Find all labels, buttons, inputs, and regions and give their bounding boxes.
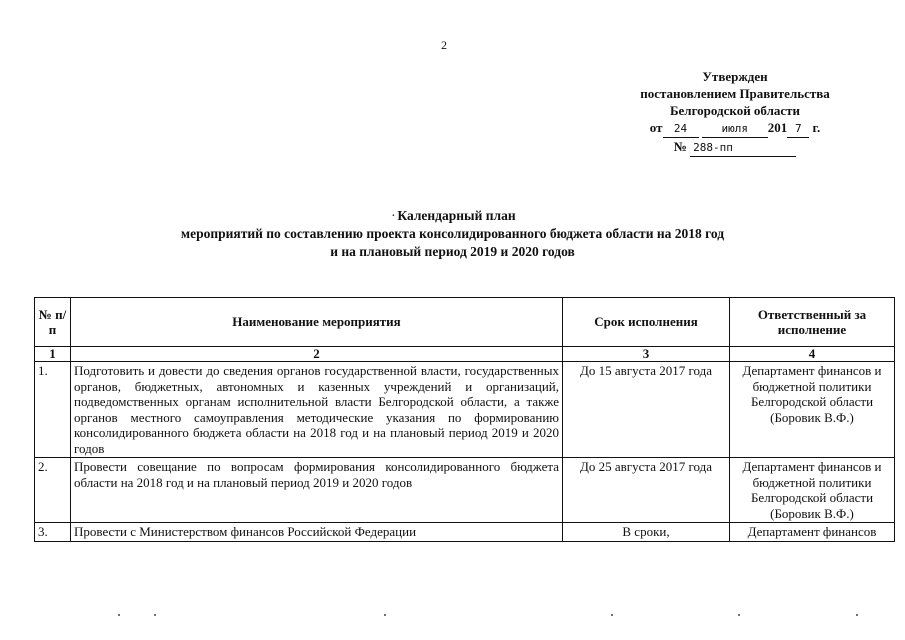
scan-dot [154, 614, 156, 616]
number-prefix: № [673, 139, 687, 154]
header-name: Наименование мероприятия [71, 298, 563, 347]
approval-line1: Утвержден [702, 69, 768, 84]
scan-dot [611, 614, 613, 616]
column-number: 2 [71, 347, 563, 362]
row-activity: Провести совещание по вопросам формирования консолидированного бюджета области на 2018 год и на плановый период 2019 и 2020 годов [71, 458, 563, 523]
approval-line2: постановлением Правительства [640, 86, 830, 101]
header-responsible: Ответственный за исполнение [730, 298, 895, 347]
row-responsible: Департамент финансов и бюджетной политики Белгородской области (Боровик В.Ф.) [730, 458, 895, 523]
row-number: 3. [35, 523, 71, 542]
title-line1: Календарный план [397, 208, 516, 223]
row-term: В сроки, [563, 523, 730, 542]
date-year-prefix: 201 [767, 120, 788, 135]
row-number: 1. [35, 362, 71, 458]
header-number: № п/п [35, 298, 71, 347]
number-value: 288-пп [690, 139, 796, 157]
column-number: 1 [35, 347, 71, 362]
date-year-suffix: 7 [787, 120, 809, 138]
table-row [35, 458, 895, 523]
document-title [0, 207, 905, 261]
date-day: 24 [663, 120, 699, 138]
column-number-row [35, 347, 895, 362]
page-number: 2 [441, 38, 447, 52]
approval-date [600, 119, 870, 138]
row-responsible: Департамент финансов [730, 523, 895, 542]
date-month: июля [702, 120, 768, 138]
row-activity: Подготовить и довести до сведения органов государственной власти, государственных органов, бюджетных, автономных и казенных учреждений и организаций, подведомственных органам исполнительной власти Белгородской области, а также органов местного самоуправления методические указания по формированию консолидированного бюджета области на 2018 год и на плановый период 2019 и 2020 годов [71, 362, 563, 458]
header-term: Срок исполнения [563, 298, 730, 347]
scan-artifacts [0, 614, 905, 624]
scan-dot [384, 614, 386, 616]
row-responsible: Департамент финансов и бюджетной политики Белгородской области (Боровик В.Ф.) [730, 362, 895, 458]
title-line3: и на плановый период 2019 и 2020 годов [330, 244, 575, 259]
stray-mark: · [391, 208, 396, 223]
table-header-row [35, 298, 895, 347]
date-prefix: от [649, 120, 663, 135]
date-suffix: г. [812, 120, 821, 135]
approval-line3: Белгородской области [669, 103, 801, 118]
title-line2: мероприятий по составлению проекта консолидированного бюджета области на 2018 год [180, 226, 725, 241]
column-number: 3 [563, 347, 730, 362]
table-row [35, 523, 895, 542]
plan-table [34, 297, 895, 542]
row-term: До 25 августа 2017 года [563, 458, 730, 523]
column-number: 4 [730, 347, 895, 362]
scan-dot [118, 614, 120, 616]
scan-dot [856, 614, 858, 616]
row-activity: Провести с Министерством финансов Российской Федерации [71, 523, 563, 542]
row-term: До 15 августа 2017 года [563, 362, 730, 458]
row-number: 2. [35, 458, 71, 523]
scan-dot [738, 614, 740, 616]
approval-number [600, 138, 870, 157]
approval-block [600, 68, 870, 157]
table-row [35, 362, 895, 458]
